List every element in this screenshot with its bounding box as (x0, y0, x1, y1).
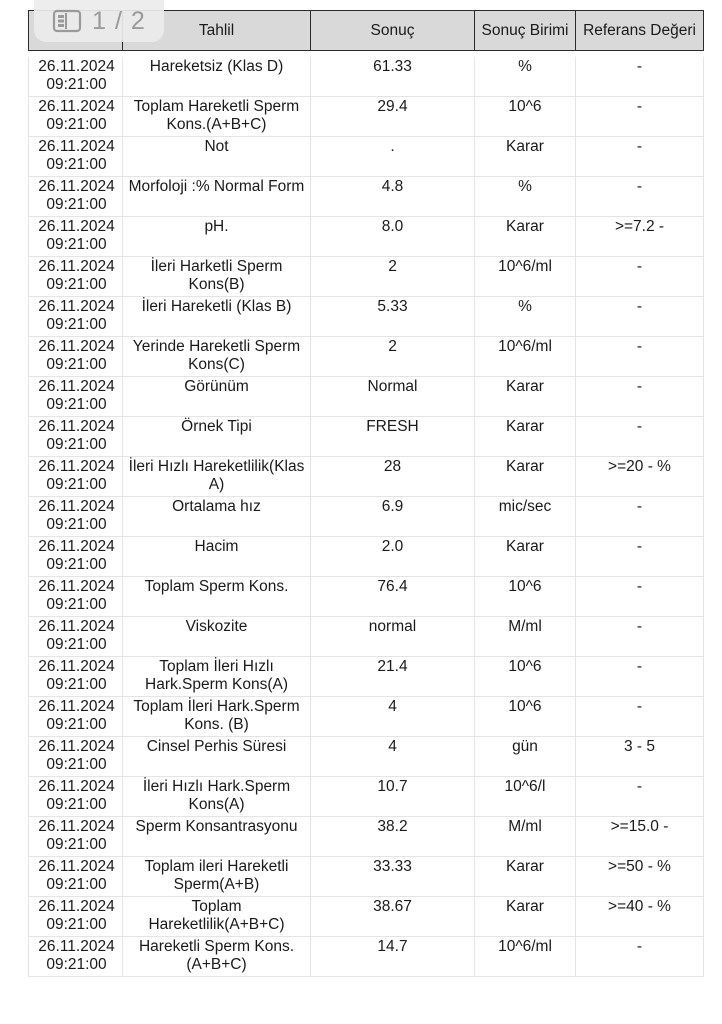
cell-unit: 10^6 (475, 97, 576, 137)
cell-reference: - (576, 777, 704, 817)
cell-datetime (29, 937, 123, 977)
cell-test: İleri Hızlı Hareketlilik(Klas A) (123, 457, 311, 497)
cell-test: pH. (123, 217, 311, 257)
cell-datetime (29, 97, 123, 137)
cell-unit: Karar (475, 897, 576, 937)
table-row (29, 217, 704, 257)
table-row (29, 417, 704, 457)
table-row (29, 817, 704, 857)
cell-datetime (29, 337, 123, 377)
cell-time: 09:21:00 (46, 875, 107, 893)
cell-reference: - (576, 537, 704, 577)
table-row (29, 537, 704, 577)
lab-results-table (28, 10, 704, 977)
cell-unit: mic/sec (475, 497, 576, 537)
cell-unit: 10^6/ml (475, 257, 576, 297)
cell-date: 26.11.2024 (38, 858, 115, 875)
header-reference: Referans Değeri (576, 11, 704, 51)
cell-result: 2 (311, 257, 475, 297)
table-body (29, 51, 704, 977)
cell-unit: Karar (475, 857, 576, 897)
cell-result: 4 (311, 697, 475, 737)
cell-unit: 10^6/ml (475, 337, 576, 377)
cell-test: Sperm Konsantrasyonu (123, 817, 311, 857)
cell-date: 26.11.2024 (38, 418, 115, 435)
cell-reference: - (576, 97, 704, 137)
cell-time: 09:21:00 (46, 75, 107, 93)
cell-date: 26.11.2024 (38, 58, 115, 75)
table-row (29, 177, 704, 217)
cell-reference: >=40 - % (576, 897, 704, 937)
cell-date: 26.11.2024 (38, 778, 115, 795)
cell-datetime (29, 817, 123, 857)
table-row (29, 57, 704, 97)
cell-time: 09:21:00 (46, 275, 107, 293)
cell-reference: - (576, 257, 704, 297)
cell-datetime (29, 577, 123, 617)
cell-result: normal (311, 617, 475, 657)
cell-reference: - (576, 417, 704, 457)
cell-reference: - (576, 657, 704, 697)
cell-datetime (29, 417, 123, 457)
cell-date: 26.11.2024 (38, 578, 115, 595)
cell-time: 09:21:00 (46, 715, 107, 733)
cell-time: 09:21:00 (46, 515, 107, 533)
cell-result: 6.9 (311, 497, 475, 537)
cell-reference: - (576, 577, 704, 617)
cell-datetime (29, 857, 123, 897)
cell-result: 4.8 (311, 177, 475, 217)
cell-reference: >=7.2 - (576, 217, 704, 257)
cell-result: 29.4 (311, 97, 475, 137)
cell-unit: 10^6 (475, 657, 576, 697)
cell-result: 33.33 (311, 857, 475, 897)
cell-time: 09:21:00 (46, 195, 107, 213)
cell-time: 09:21:00 (46, 835, 107, 853)
cell-datetime (29, 697, 123, 737)
cell-date: 26.11.2024 (38, 178, 115, 195)
cell-datetime (29, 537, 123, 577)
cell-reference: - (576, 937, 704, 977)
cell-unit: % (475, 297, 576, 337)
cell-datetime (29, 377, 123, 417)
table-row (29, 737, 704, 777)
cell-time: 09:21:00 (46, 355, 107, 373)
table-row (29, 577, 704, 617)
header-unit: Sonuç Birimi (475, 11, 576, 51)
cell-result: 2.0 (311, 537, 475, 577)
cell-date: 26.11.2024 (38, 458, 115, 475)
cell-test: İleri Hızlı Hark.Sperm Kons(A) (123, 777, 311, 817)
table-row (29, 617, 704, 657)
cell-reference: >=15.0 - (576, 817, 704, 857)
cell-reference: - (576, 57, 704, 97)
cell-date: 26.11.2024 (38, 338, 115, 355)
cell-date: 26.11.2024 (38, 618, 115, 635)
cell-result: 5.33 (311, 297, 475, 337)
cell-test: Not (123, 137, 311, 177)
cell-time: 09:21:00 (46, 155, 107, 173)
cell-datetime (29, 177, 123, 217)
cell-date: 26.11.2024 (38, 938, 115, 955)
cell-result: 2 (311, 337, 475, 377)
cell-unit: % (475, 177, 576, 217)
cell-date: 26.11.2024 (38, 698, 115, 715)
cell-reference: - (576, 617, 704, 657)
cell-date: 26.11.2024 (38, 218, 115, 235)
cell-date: 26.11.2024 (38, 658, 115, 675)
cell-datetime (29, 137, 123, 177)
table-row (29, 497, 704, 537)
cell-result: 38.67 (311, 897, 475, 937)
cell-unit: M/ml (475, 617, 576, 657)
cell-time: 09:21:00 (46, 395, 107, 413)
cell-datetime (29, 257, 123, 297)
cell-result: 28 (311, 457, 475, 497)
table-row (29, 697, 704, 737)
cell-test: Örnek Tipi (123, 417, 311, 457)
cell-reference: >=50 - % (576, 857, 704, 897)
cell-test: Hacim (123, 537, 311, 577)
table-row (29, 257, 704, 297)
cell-unit: Karar (475, 377, 576, 417)
cell-datetime (29, 657, 123, 697)
table-row (29, 97, 704, 137)
cell-reference: - (576, 177, 704, 217)
cell-time: 09:21:00 (46, 315, 107, 333)
cell-test: Toplam Hareketli Sperm Kons.(A+B+C) (123, 97, 311, 137)
cell-test: Ortalama hız (123, 497, 311, 537)
cell-time: 09:21:00 (46, 235, 107, 253)
header-test: Tahlil (123, 11, 311, 51)
cell-date: 26.11.2024 (38, 258, 115, 275)
cell-datetime (29, 497, 123, 537)
cell-reference: - (576, 497, 704, 537)
cell-result: 61.33 (311, 57, 475, 97)
cell-date: 26.11.2024 (38, 898, 115, 915)
table-row (29, 137, 704, 177)
cell-time: 09:21:00 (46, 435, 107, 453)
cell-time: 09:21:00 (46, 915, 107, 933)
cell-reference: - (576, 377, 704, 417)
table-row (29, 857, 704, 897)
cell-test: Cinsel Perhis Süresi (123, 737, 311, 777)
cell-unit: 10^6/ml (475, 937, 576, 977)
cell-datetime (29, 897, 123, 937)
cell-reference: - (576, 697, 704, 737)
cell-time: 09:21:00 (46, 795, 107, 813)
cell-unit: gün (475, 737, 576, 777)
cell-result: 76.4 (311, 577, 475, 617)
table-row (29, 377, 704, 417)
cell-time: 09:21:00 (46, 955, 107, 973)
cell-date: 26.11.2024 (38, 538, 115, 555)
cell-datetime (29, 57, 123, 97)
cell-time: 09:21:00 (46, 475, 107, 493)
cell-date: 26.11.2024 (38, 138, 115, 155)
cell-reference: - (576, 337, 704, 377)
table-row (29, 937, 704, 977)
cell-datetime (29, 617, 123, 657)
cell-unit: 10^6 (475, 577, 576, 617)
cell-unit: M/ml (475, 817, 576, 857)
cell-result: 10.7 (311, 777, 475, 817)
cell-time: 09:21:00 (46, 635, 107, 653)
header-result: Sonuç (311, 11, 475, 51)
cell-unit: Karar (475, 537, 576, 577)
table-row (29, 897, 704, 937)
cell-datetime (29, 457, 123, 497)
cell-unit: Karar (475, 217, 576, 257)
cell-test: Hareketli Sperm Kons. (A+B+C) (123, 937, 311, 977)
table-row (29, 777, 704, 817)
cell-test: Toplam Sperm Kons. (123, 577, 311, 617)
cell-result: 14.7 (311, 937, 475, 977)
cell-test: Toplam İleri Hark.Sperm Kons. (B) (123, 697, 311, 737)
cell-datetime (29, 297, 123, 337)
cell-reference: - (576, 137, 704, 177)
cell-time: 09:21:00 (46, 595, 107, 613)
cell-time: 09:21:00 (46, 555, 107, 573)
table-row (29, 657, 704, 697)
cell-test: Yerinde Hareketli Sperm Kons(C) (123, 337, 311, 377)
cell-date: 26.11.2024 (38, 738, 115, 755)
cell-test: Morfoloji :% Normal Form (123, 177, 311, 217)
cell-result: 21.4 (311, 657, 475, 697)
gallery-grid-icon (52, 9, 82, 33)
cell-unit: 10^6 (475, 697, 576, 737)
cell-test: Toplam İleri Hızlı Hark.Sperm Kons(A) (123, 657, 311, 697)
table-row (29, 297, 704, 337)
cell-test: İleri Hareketli (Klas B) (123, 297, 311, 337)
page-counter-badge[interactable] (34, 0, 164, 42)
cell-reference: 3 - 5 (576, 737, 704, 777)
cell-reference: - (576, 297, 704, 337)
cell-unit: 10^6/l (475, 777, 576, 817)
table-row (29, 457, 704, 497)
cell-test: Görünüm (123, 377, 311, 417)
cell-result: . (311, 137, 475, 177)
cell-unit: Karar (475, 417, 576, 457)
cell-datetime (29, 777, 123, 817)
cell-date: 26.11.2024 (38, 98, 115, 115)
cell-time: 09:21:00 (46, 675, 107, 693)
cell-test: Toplam ileri Hareketli Sperm(A+B) (123, 857, 311, 897)
cell-test: Hareketsiz (Klas D) (123, 57, 311, 97)
cell-time: 09:21:00 (46, 755, 107, 773)
cell-result: 38.2 (311, 817, 475, 857)
cell-test: Toplam Hareketlilik(A+B+C) (123, 897, 311, 937)
cell-datetime (29, 217, 123, 257)
cell-date: 26.11.2024 (38, 298, 115, 315)
cell-reference: >=20 - % (576, 457, 704, 497)
cell-unit: % (475, 57, 576, 97)
cell-date: 26.11.2024 (38, 378, 115, 395)
cell-result: Normal (311, 377, 475, 417)
cell-datetime (29, 737, 123, 777)
cell-date: 26.11.2024 (38, 818, 115, 835)
cell-unit: Karar (475, 457, 576, 497)
cell-unit: Karar (475, 137, 576, 177)
page-counter-text: 1 / 2 (92, 6, 146, 35)
cell-date: 26.11.2024 (38, 498, 115, 515)
cell-result: 8.0 (311, 217, 475, 257)
cell-time: 09:21:00 (46, 115, 107, 133)
cell-test: Viskozite (123, 617, 311, 657)
cell-test: İleri Harketli Sperm Kons(B) (123, 257, 311, 297)
table-row (29, 337, 704, 377)
cell-result: 4 (311, 737, 475, 777)
cell-result: FRESH (311, 417, 475, 457)
